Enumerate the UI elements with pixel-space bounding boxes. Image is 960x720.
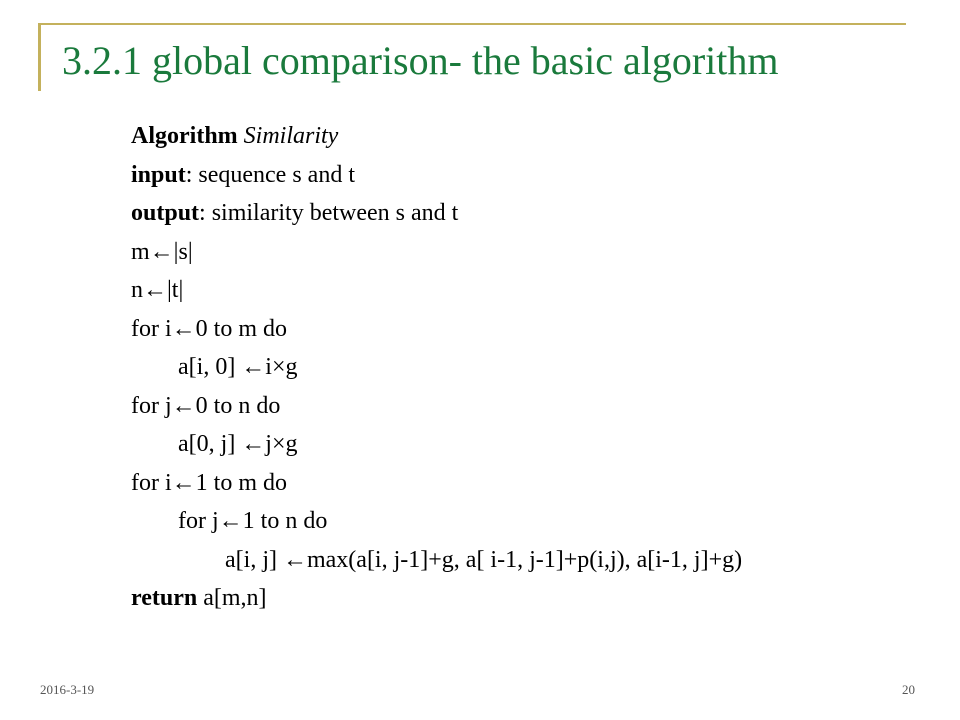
algorithm-line-segment: a[m,n] — [197, 585, 267, 611]
algorithm-line-segment: for i←1 to m do — [131, 469, 287, 496]
algorithm-line-segment: : sequence s and t — [185, 161, 355, 188]
algorithm-line-segment: input — [131, 161, 186, 188]
algorithm-line — [131, 117, 742, 156]
algorithm-line-segment: Algorithm — [131, 123, 244, 149]
page-number: 20 — [902, 682, 915, 697]
algorithm-line — [131, 233, 742, 272]
algorithm-line — [131, 194, 742, 233]
slide-title: 3.2.1 global comparison- the basic algorithm — [62, 38, 779, 83]
algorithm-line-segment: for j←0 to n do — [131, 392, 281, 419]
algorithm-line — [131, 541, 742, 580]
footer-date: 2016-3-19 — [40, 682, 95, 697]
algorithm-line — [131, 502, 742, 541]
algorithm-line-segment: return — [131, 585, 198, 611]
algorithm-line-segment: a[0, j] ←j×g — [178, 431, 298, 457]
algorithm-line-segment: a[i, j] ←max(a[i, j-1]+g, a[ i-1, j-1]+p(i,j), a[i-1, j]+g) — [225, 546, 743, 573]
algorithm-line — [131, 387, 742, 426]
algorithm-line-segment: m←|s| — [131, 238, 193, 265]
algorithm-line-segment: output — [131, 200, 200, 226]
algorithm-line-segment: : similarity between s and t — [199, 200, 459, 226]
algorithm-line — [131, 348, 742, 387]
frame-top-line — [40, 23, 906, 25]
algorithm-line-segment: Similarity — [243, 123, 339, 149]
algorithm-line — [131, 464, 742, 503]
algorithm-line-segment: for i←0 to m do — [131, 315, 287, 342]
algorithm-line-segment: n←|t| — [131, 277, 184, 303]
frame-left-line — [38, 23, 41, 91]
algorithm-line — [131, 156, 742, 195]
algorithm-line — [131, 425, 742, 464]
algorithm-block — [131, 117, 742, 618]
algorithm-line-segment: a[i, 0] ←i×g — [178, 354, 298, 380]
algorithm-line — [131, 579, 742, 618]
algorithm-line-segment: for j←1 to n do — [178, 508, 328, 534]
algorithm-line — [131, 310, 742, 349]
algorithm-line — [131, 271, 742, 310]
